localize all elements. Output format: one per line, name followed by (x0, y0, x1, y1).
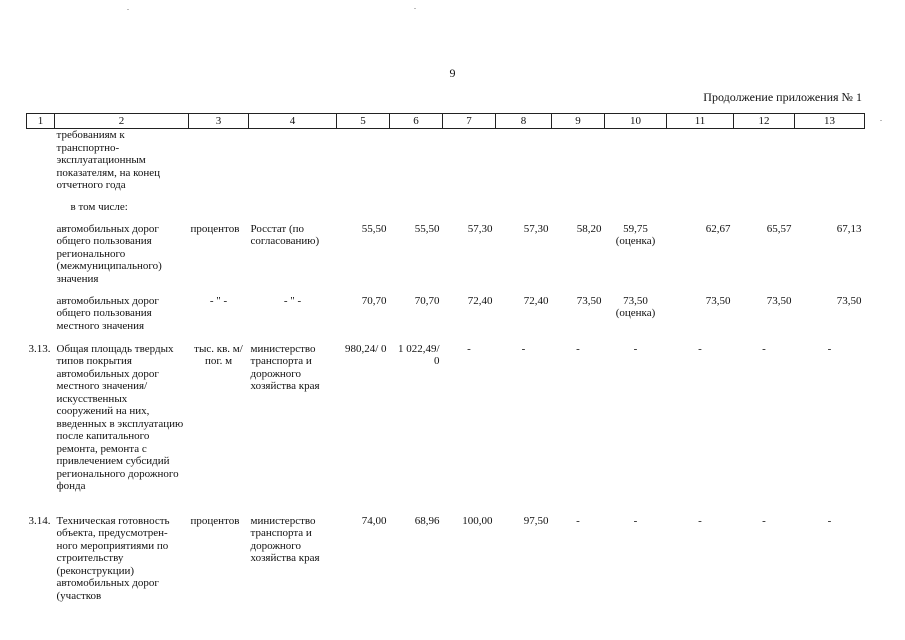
unit-cell: процентов (190, 514, 240, 527)
value-cell (496, 129, 552, 197)
scan-speck (414, 8, 416, 9)
table-row (27, 223, 865, 295)
indicator-name: требованиям к транспортно-эксплуатационным показателям, на конец отчетного года (56, 129, 161, 191)
value-cell: 70,70 (414, 294, 440, 307)
value-cell (390, 197, 443, 223)
value-cell: - (827, 342, 832, 355)
source-cell: министерство транспорта и дорожного хозяйства края (250, 514, 320, 564)
source-cell: министерство транспорта и дорожного хозяйства края (250, 342, 320, 392)
value-cell (667, 129, 734, 197)
value-cell (605, 197, 667, 223)
value-cell: - (698, 514, 702, 527)
value-cell: 68,96 (414, 514, 440, 527)
source-cell: Росстат (по согласованию) (250, 222, 320, 247)
value-cell: 73,50 (836, 294, 862, 307)
unit-cell (189, 197, 249, 223)
value-cell: - (467, 342, 471, 355)
col-header: 1 (27, 114, 55, 129)
value-cell: 70,70 (361, 294, 387, 307)
col-header: 13 (795, 114, 865, 129)
value-cell: 55,50 (414, 222, 440, 235)
unit-cell: тыс. кв. м/ пог. м (194, 342, 243, 367)
value-cell: 73,50 (576, 294, 602, 307)
indicator-name: автомобильных дорог общего пользования местного значения (56, 294, 159, 332)
value-cell (795, 197, 865, 223)
indicator-name: Техническая готовность объекта, предусмотрен-ного мероприятиями по строительству (реконструкции) автомобильных дорог (участков (56, 514, 170, 602)
scan-speck (127, 9, 129, 10)
source-cell (249, 129, 337, 197)
scan-speck (880, 120, 882, 121)
value-cell: 57,30 (467, 222, 493, 235)
col-header: 6 (390, 114, 443, 129)
value-cell: 55,50 (361, 222, 387, 235)
row-number (27, 197, 55, 223)
value-cell: 67,13 (836, 222, 862, 235)
value-cell (390, 129, 443, 197)
value-cell: - (827, 514, 832, 527)
value-cell: 58,20 (576, 222, 602, 235)
table-row (27, 343, 865, 515)
continuation-caption: Продолжение приложения № 1 (703, 90, 862, 104)
unit-cell: - " - (209, 294, 228, 307)
col-header: 9 (552, 114, 605, 129)
indicator-name: Общая площадь твердых типов покрытия автомобильных дорог местного значения/искусственных сооружений на них, введенных в эксплуатацию после капитального ремонта, ремонта с привлечением субсидий регионального дорожного фонда (56, 342, 184, 492)
indicator-name: в том числе: (70, 200, 128, 213)
row-number (27, 295, 55, 343)
value-cell: - (762, 342, 766, 355)
row-number: 3.13. (28, 342, 51, 355)
value-cell: 73,50 (766, 294, 792, 307)
table-row (27, 129, 865, 197)
row-number (27, 129, 55, 197)
value-cell (443, 197, 496, 223)
col-header: 7 (443, 114, 496, 129)
value-cell (605, 129, 667, 197)
col-header: 12 (734, 114, 795, 129)
value-cell: - (576, 342, 580, 355)
value-cell: - (633, 514, 638, 527)
value-cell (443, 129, 496, 197)
unit-cell (189, 129, 249, 197)
col-header: 5 (337, 114, 390, 129)
value-cell: 59,75 (оценка) (615, 222, 656, 247)
value-cell: - (698, 342, 702, 355)
indicators-table (26, 113, 865, 615)
value-cell: 62,67 (705, 222, 731, 235)
col-header: 4 (249, 114, 337, 129)
value-cell: 65,57 (766, 222, 792, 235)
col-header: 11 (667, 114, 734, 129)
value-cell (552, 197, 605, 223)
header-row (27, 114, 865, 129)
value-cell (734, 129, 795, 197)
value-cell: 72,40 (523, 294, 549, 307)
col-header: 2 (55, 114, 189, 129)
value-cell (795, 129, 865, 197)
table-row (27, 515, 865, 615)
value-cell: 74,00 (361, 514, 387, 527)
indicator-name: автомобильных дорог общего пользования регионального (межмуниципального) значения (56, 222, 162, 285)
col-header: 3 (189, 114, 249, 129)
unit-cell: процентов (190, 222, 240, 235)
value-cell: - (576, 514, 580, 527)
value-cell: - (633, 342, 638, 355)
value-cell: 73,50 (оценка) (615, 294, 656, 319)
table-row (27, 197, 865, 223)
value-cell (667, 197, 734, 223)
page-number: 9 (449, 66, 456, 80)
source-cell: - " - (283, 294, 302, 307)
value-cell (496, 197, 552, 223)
value-cell: 980,24/ 0 (344, 342, 387, 355)
value-cell (337, 129, 390, 197)
row-number (27, 223, 55, 295)
source-cell (249, 197, 337, 223)
value-cell: 97,50 (523, 514, 549, 527)
col-header: 8 (496, 114, 552, 129)
row-number: 3.14. (28, 514, 51, 527)
table-row (27, 295, 865, 343)
value-cell (337, 197, 390, 223)
value-cell: 57,30 (523, 222, 549, 235)
value-cell (734, 197, 795, 223)
col-header: 10 (605, 114, 667, 129)
value-cell (552, 129, 605, 197)
value-cell: 1 022,49/ 0 (397, 342, 440, 367)
value-cell: 100,00 (462, 514, 493, 527)
value-cell: 73,50 (705, 294, 731, 307)
value-cell: - (762, 514, 766, 527)
value-cell: - (521, 342, 526, 355)
value-cell: 72,40 (467, 294, 493, 307)
